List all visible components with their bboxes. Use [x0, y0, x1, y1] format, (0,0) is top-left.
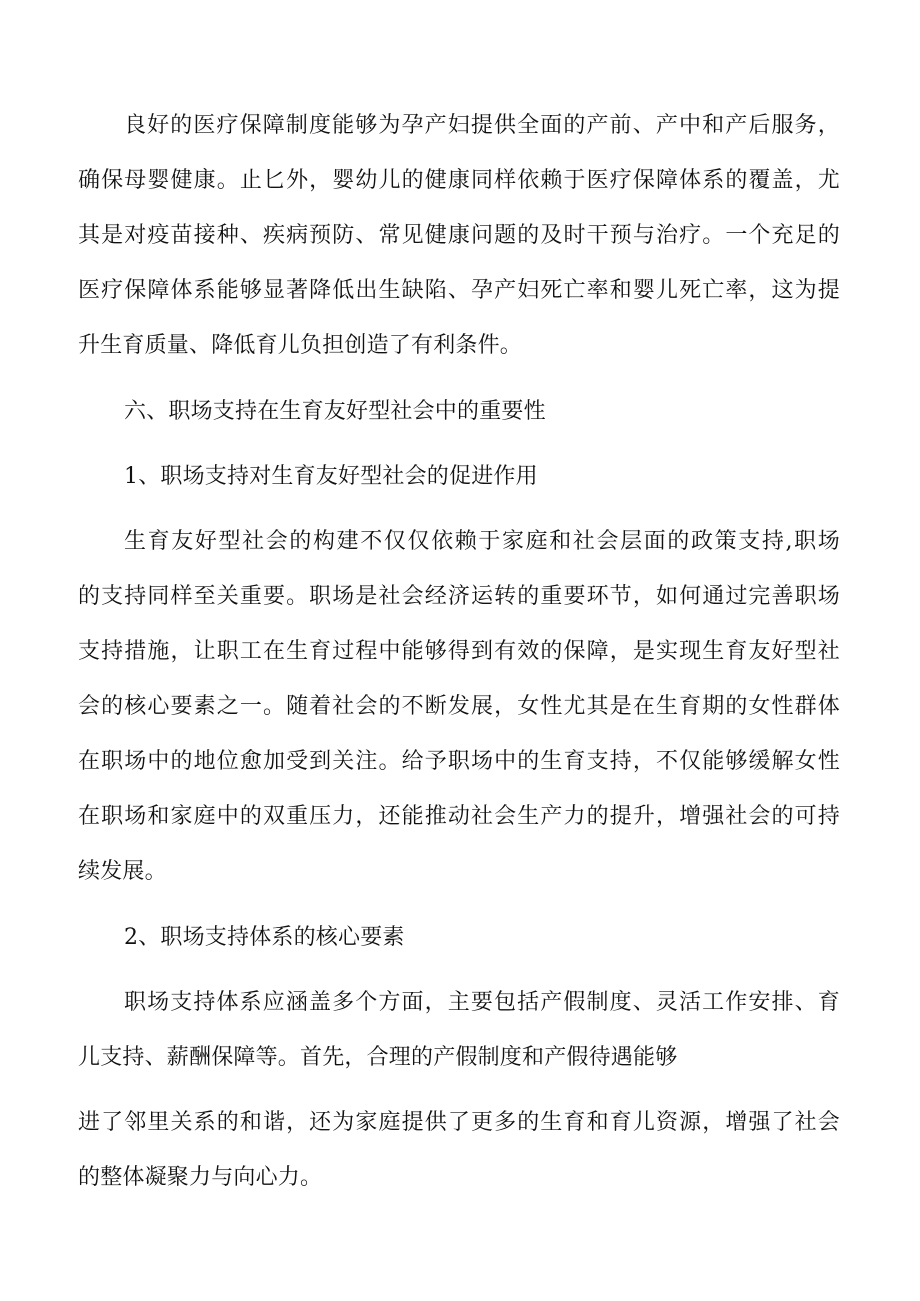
paragraph-line: 支持措施，让职工在生育过程中能够得到有效的保障，是实现生育友好型社: [78, 639, 840, 664]
paragraph-line: 职场支持体系应涵盖多个方面，主要包括产假制度、灵活工作安排、育: [124, 990, 840, 1015]
paragraph-line: 续发展。: [78, 859, 167, 884]
paragraph-line: 的支持同样至关重要。职场是社会经济运转的重要环节，如何通过完善职场: [78, 584, 840, 609]
subsection-heading: 2、职场支持体系的核心要素: [124, 925, 405, 950]
paragraph-line: 生育友好型社会的构建不仅仅依赖于家庭和社会层面的政策支持,职场: [124, 529, 840, 554]
subsection-heading: 1、职场支持对生育友好型社会的促进作用: [124, 464, 538, 489]
paragraph-line: 在职场和家庭中的双重压力，还能推动社会生产力的提升，增强社会的可持: [78, 804, 840, 829]
paragraph-line: 会的核心要素之一。随着社会的不断发展，女性尤其是在生育期的女性群体: [78, 694, 840, 719]
paragraph-line: 医疗保障体系能够显著降低出生缺陷、孕产妇死亡率和婴儿死亡率，这为提: [78, 278, 840, 303]
paragraph-line: 良好的医疗保障制度能够为孕产妇提供全面的产前、产中和产后服务，: [124, 113, 840, 138]
paragraph-line: 的整体凝聚力与向心力。: [78, 1165, 323, 1190]
section-heading: 六、职场支持在生育友好型社会中的重要性: [124, 399, 546, 424]
paragraph-line: 进了邻里关系的和谐，还为家庭提供了更多的生育和育儿资源，增强了社会: [78, 1110, 840, 1135]
paragraph-line: 确保母婴健康。止匕外，婴幼儿的健康同样依赖于医疗保障体系的覆盖，尤: [78, 168, 840, 193]
paragraph-line: 其是对疫苗接种、疾病预防、常见健康问题的及时干预与治疗。一个充足的: [78, 223, 840, 248]
paragraph-line: 升生育质量、降低育儿负担创造了有利条件。: [78, 333, 523, 358]
paragraph-line: 儿支持、薪酬保障等。首先，合理的产假制度和产假待遇能够: [78, 1045, 678, 1070]
paragraph-line: 在职场中的地位愈加受到关注。给予职场中的生育支持，不仅能够缓解女性: [78, 749, 840, 774]
